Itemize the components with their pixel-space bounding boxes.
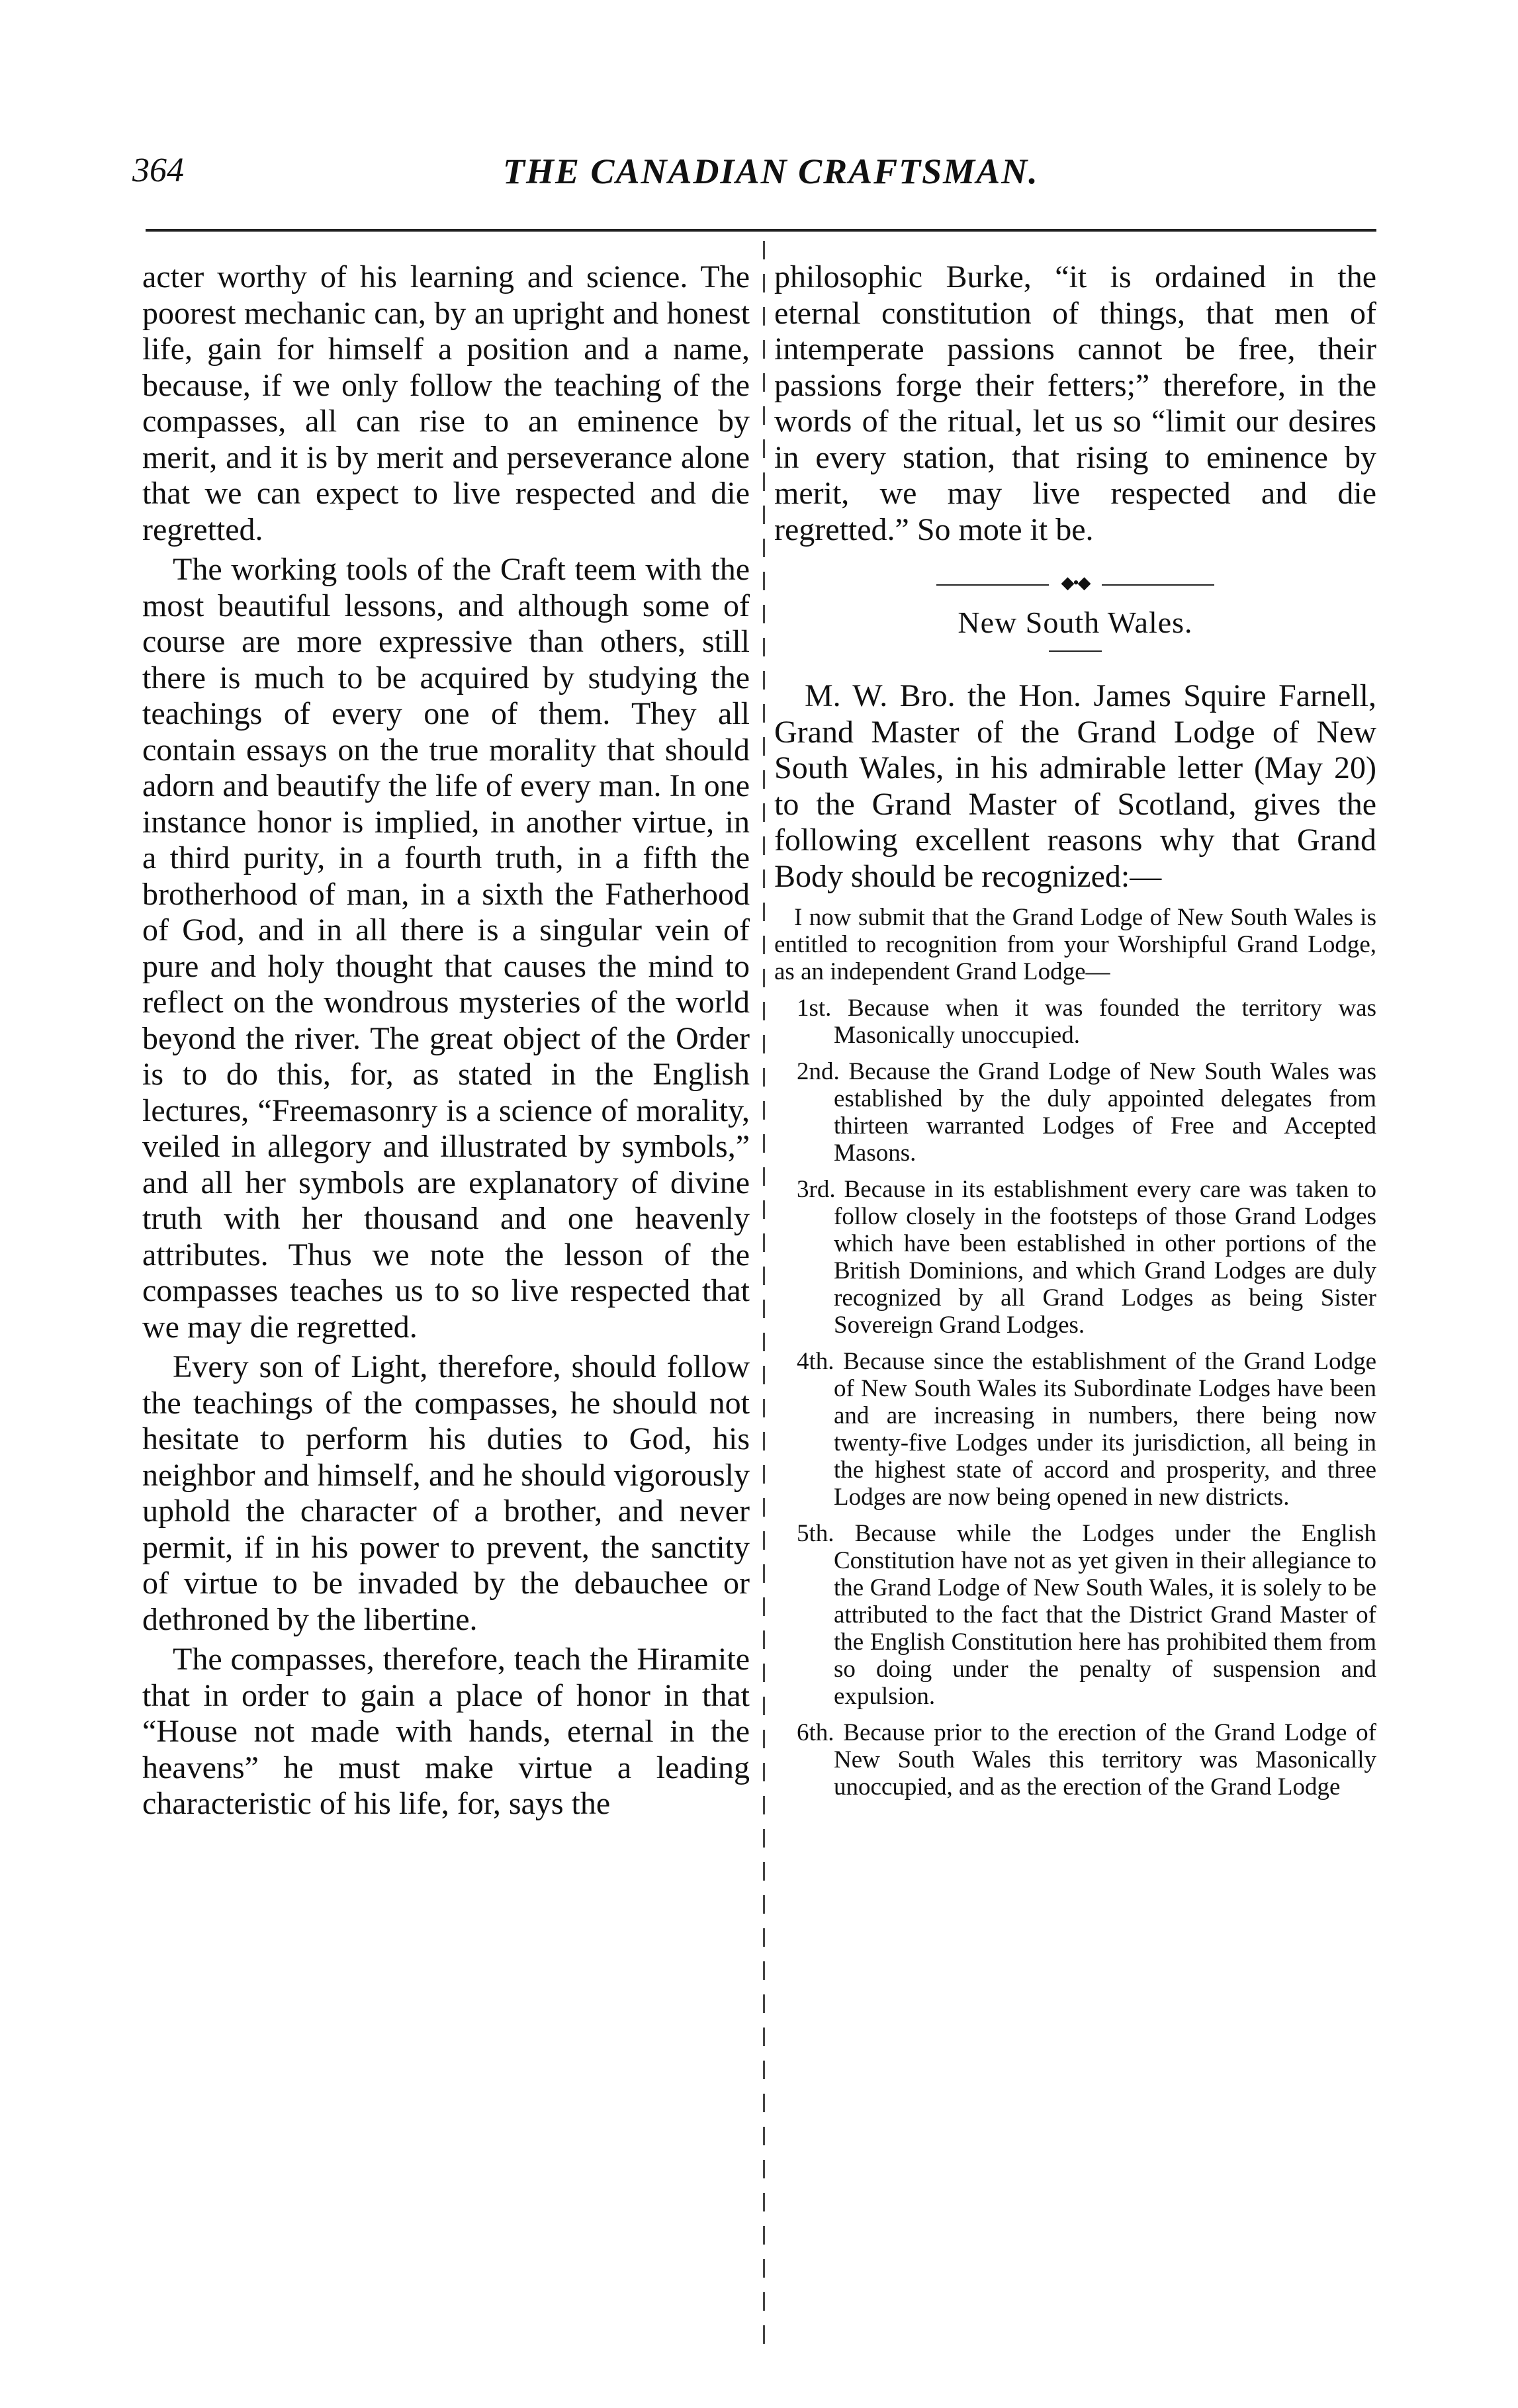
- paragraph: Every son of Light, therefore, should follow the teachings of the compasses, he should not hesitate to perform his duties to God, his neighbor and himself, and he should vigorously uphold the character of a brother, and never permit, if in his power to prevent, the sanctity of virtue to be invaded by the debauchee or dethroned by the libertine.: [142, 1349, 750, 1637]
- section-intro: M. W. Bro. the Hon. James Squire Farnell, Grand Master of the Grand Lodge of New South Wales, in his admirable letter (May 20) to the Grand Master of Scotland, gives the following excellent reasons why that Grand Body should be recognized:—: [774, 678, 1376, 894]
- section-ornament: ◆•◆: [936, 577, 1214, 593]
- reason-item: 5th. Because while the Lodges under the English Constitution have not as yet given in their allegiance to the Grand Lodge of New South Wales, it is solely to be attributed to the fact that the District Grand Master of the English Constitution here has prohibited them from so doing under the penalty of suspension and expulsion.: [797, 1520, 1376, 1710]
- paragraph: acter worthy of his learning and science. The poorest mechanic can, by an upright and honest life, gain for himself a position and a name, because, if we only follow the teaching of the compasses, all can rise to an eminence by merit, and it is by merit and perseverance alone that we can expect to live respected and die regretted.: [142, 259, 750, 547]
- running-title: THE CANADIAN CRAFTSMAN.: [503, 152, 1039, 191]
- reason-item: 2nd. Because the Grand Lodge of New South Wales was established by the duly appointed delegates from thirteen warranted Lodges of Free and Accepted Masons.: [797, 1058, 1376, 1167]
- left-column: [142, 259, 750, 1822]
- page-number: 364: [132, 152, 184, 189]
- column-divider: [763, 241, 765, 2358]
- page-header: [132, 151, 1390, 197]
- paragraph: philosophic Burke, “it is ordained in the eternal constitution of things, that men of intemperate passions cannot be free, their passions forge their fetters;” therefore, in the words of the ritual, let us so “limit our desires in every station, that rising to eminence by merit, we may live respected and die regretted.” So mote it be.: [774, 259, 1376, 547]
- reason-item: 1st. Because when it was founded the territory was Masonically unoccupied.: [797, 995, 1376, 1049]
- reason-item: 3rd. Because in its establishment every care was taken to follow closely in the footsteps of those Grand Lodges which have been established in other portions of the British Dominions, and which Grand Lodges are duly recognized by all Grand Lodges as being Sister Sovereign Grand Lodges.: [797, 1176, 1376, 1339]
- paragraph: The working tools of the Craft teem with the most beautiful lessons, and although some of course are more expressive than others, still there is much to be acquired by studying the teachings of every one of them. They all contain essays on the true morality that should adorn and beautify the life of every man. In one instance honor is implied, in another virtue, in a third purity, in a fourth truth, in a fifth the brotherhood of man, in a sixth the Fatherhood of God, and in all there is a singular vein of pure and holy thought that causes the mind to reflect on the wondrous mysteries of the world beyond the river. The great object of the Order is to do this, for, as stated in the English lectures, “Freemasonry is a science of morality, veiled in allegory and illustrated by symbols,” and all her symbols are explanatory of divine truth with her thousand and one heavenly attributes. Thus we note the lesson of the compasses teaches us to so live respected that we may die regretted.: [142, 552, 750, 1345]
- letter-quote: [774, 904, 1376, 1801]
- header-rule: [146, 229, 1376, 232]
- section-title: New South Wales.: [958, 605, 1193, 639]
- paragraph: The compasses, therefore, teach the Hiramite that in order to gain a place of honor in that “House not made with hands, eternal in the heavens” he must make virtue a leading characteristic of his life, for, says the: [142, 1642, 750, 1821]
- reason-item: 6th. Because prior to the erection of the Grand Lodge of New South Wales this territory was Masonically unoccupied, and as the erection of the Grand Lodge: [797, 1719, 1376, 1801]
- section-rule: [1049, 650, 1102, 652]
- quote-intro: I now submit that the Grand Lodge of New South Wales is entitled to recognition from your Worshipful Grand Lodge, as an independent Grand Lodge—: [774, 904, 1376, 985]
- reason-item: 4th. Because since the establishment of the Grand Lodge of New South Wales its Subordinate Lodges have been and are increasing in numbers, there being now twenty-five Lodges under its jurisdiction, all being in the highest state of accord and prosperity, and three Lodges are now being opened in new districts.: [797, 1348, 1376, 1511]
- right-column: [774, 259, 1376, 1810]
